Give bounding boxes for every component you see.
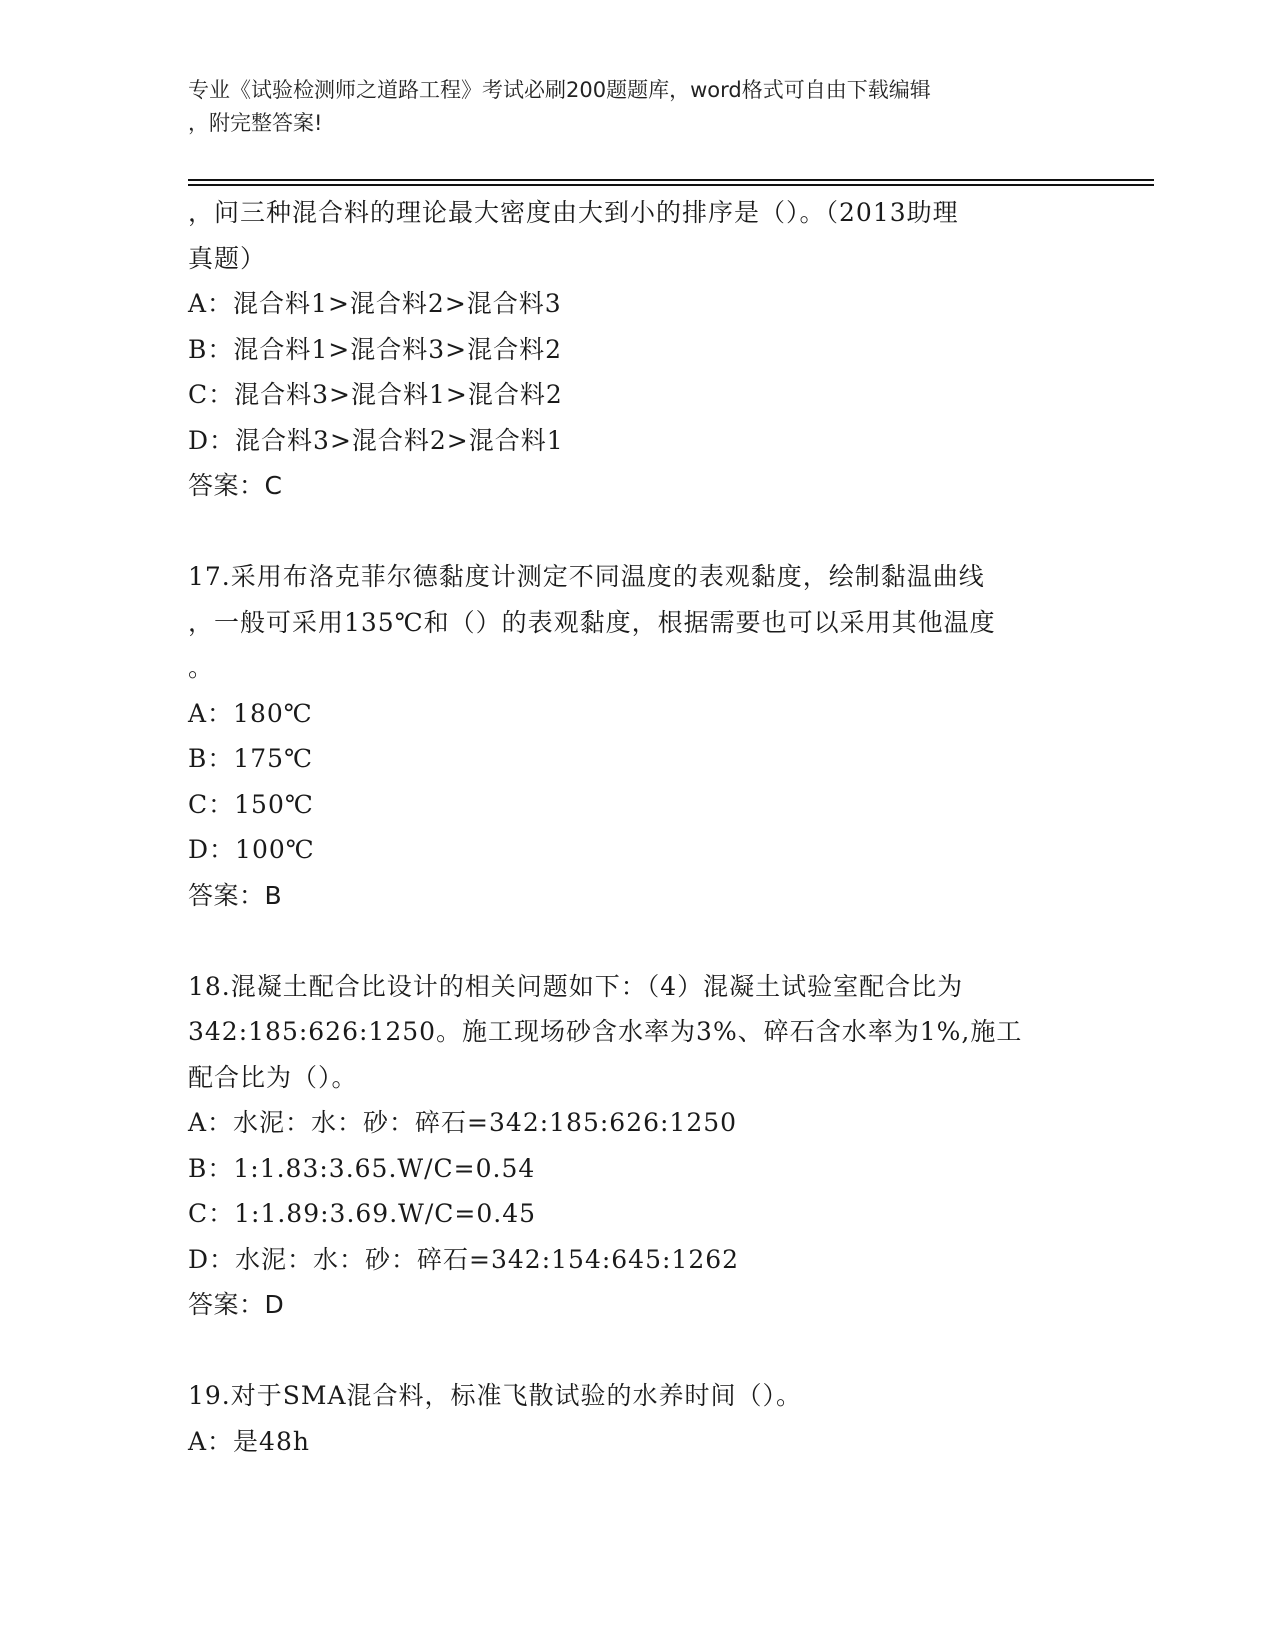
spacer: [188, 1328, 1088, 1374]
option-d: D：100℃: [188, 835, 315, 864]
option-c: C：混合料3>混合料1>混合料2: [188, 380, 563, 409]
header-divider-bottom: [188, 184, 1154, 186]
option-b: B：1:1.83:3.65.W/C=0.54: [188, 1153, 536, 1183]
question-content: [188, 190, 1088, 1464]
answer-label: 答案：B: [188, 880, 283, 910]
question-stem: 342:185:626:1250。施工现场砂含水率为3%、碎石含水率为1%,施工: [188, 1017, 1023, 1046]
option-d: D：水泥：水：砂：碎石=342:154:645:1262: [188, 1244, 740, 1274]
option-b: B：175℃: [188, 744, 314, 773]
option-a: A：是48h: [188, 1426, 310, 1456]
spacer: [188, 509, 1088, 555]
spacer: [188, 918, 1088, 964]
option-d: D：混合料3>混合料2>混合料1: [188, 425, 564, 455]
question-stem: ，问三种混合料的理论最大密度由大到小的排序是（）。（2013助理: [188, 198, 959, 227]
option-b: B：混合料1>混合料3>混合料2: [188, 334, 562, 364]
option-a: A：水泥：水：砂：碎石=342:185:626:1250: [188, 1108, 738, 1137]
answer-label: 答案：C: [188, 471, 283, 500]
header-divider-top: [188, 179, 1154, 181]
question-stem: 18.混凝土配合比设计的相关问题如下：（4）混凝土试验室配合比为: [188, 971, 964, 1001]
option-c: C：1:1.89:3.69.W/C=0.45: [188, 1199, 537, 1228]
question-stem: 配合比为（）。: [188, 1062, 358, 1092]
header-title-line-1: 专业《试验检测师之道路工程》考试必刷200题题库，word格式可自由下载编辑: [188, 78, 931, 102]
header-title-line-2: ，附完整答案!: [188, 111, 323, 135]
question-stem: 19.对于SMA混合料，标准飞散试验的水养时间（）。: [188, 1381, 803, 1410]
question-18: [188, 964, 1088, 1328]
document-header: [188, 74, 1088, 140]
option-a: A：混合料1>混合料2>混合料3: [188, 289, 562, 318]
answer-label: 答案：D: [188, 1290, 285, 1319]
question-17: [188, 554, 1088, 918]
question-stem: 。: [188, 653, 215, 682]
question-16: [188, 190, 1088, 509]
question-stem: 真题）: [188, 243, 267, 273]
option-c: C：150℃: [188, 789, 314, 819]
question-stem: 17.采用布洛克菲尔德黏度计测定不同温度的表观黏度，绘制黏温曲线: [188, 562, 985, 591]
option-a: A：180℃: [188, 698, 313, 728]
question-19: [188, 1373, 1088, 1464]
question-stem: ，一般可采用135℃和（）的表观黏度，根据需要也可以采用其他温度: [188, 607, 996, 637]
